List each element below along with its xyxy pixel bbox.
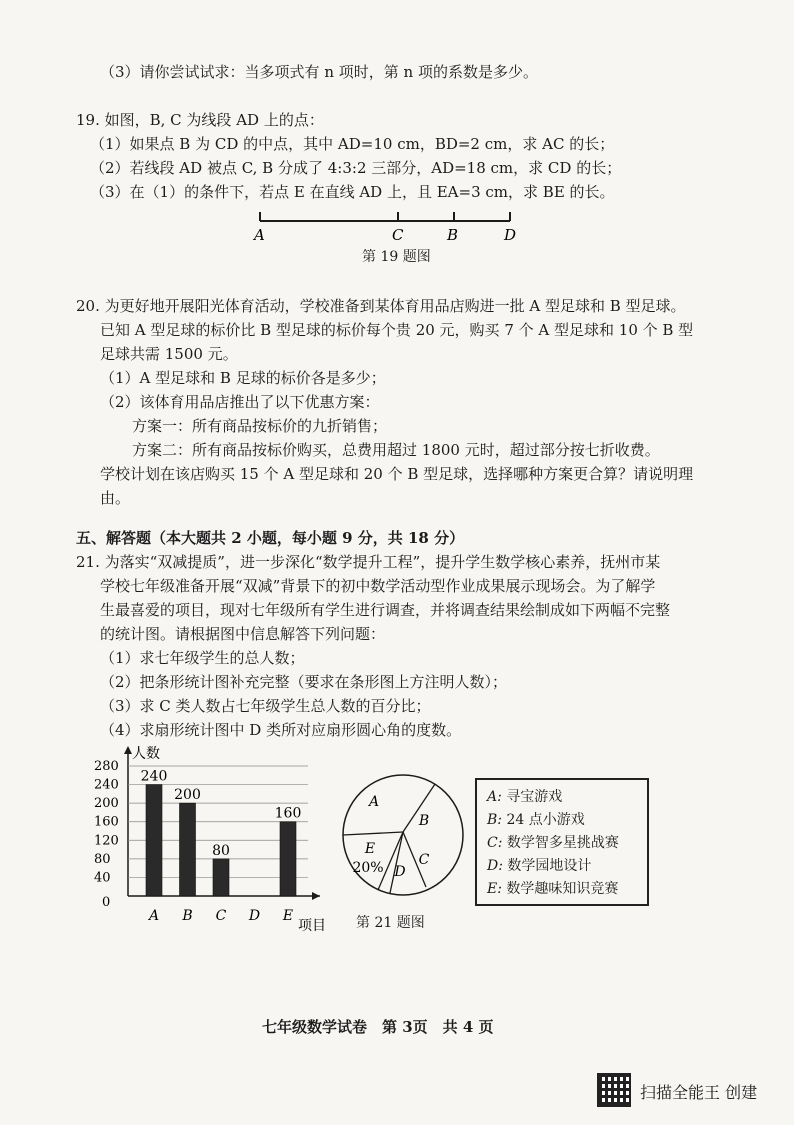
x-tick-label: A: [148, 908, 160, 924]
pie-slice-label-b: B: [418, 813, 430, 829]
q20-line2: 已知 A 型足球的标价比 B 型足球的标价每个贵 20 元，购买 7 个 A 型足球和 10 个 B 型: [100, 321, 694, 339]
q21-part3: （3）求 C 类人数占七年级学生总人数的百分比；: [100, 697, 431, 715]
x-tick-label: D: [248, 908, 261, 924]
x-axis-arrow-icon: [312, 892, 320, 900]
point-c-label: C: [392, 226, 404, 244]
y-tick-label: 40: [94, 870, 111, 886]
legend-item-a: [487, 788, 562, 806]
q20-plan1: 方案一：所有商品按标价的九折销售；: [132, 417, 388, 435]
point-b-label: B: [447, 226, 459, 244]
legend-item-c: [487, 834, 619, 852]
q19-part1: （1）如果点 B 为 CD 的中点，其中 AD=10 cm，BD=2 cm，求 AC 的长；: [90, 135, 615, 153]
y-tick-label: 0: [102, 895, 111, 910]
pie-slice-label-d: D: [394, 864, 406, 880]
y-tick-label: 160: [94, 814, 119, 830]
bar-c: [213, 859, 229, 896]
pie-divider: [343, 832, 403, 835]
y-axis-title: 人数: [132, 746, 160, 762]
y-tick-label: 240: [94, 777, 119, 793]
q20-line1: 20. 为更好地开展阳光体育活动，学校准备到某体育用品店购进一批 A 型足球和 B 型足球。: [76, 297, 686, 315]
q20-plan2: 方案二：所有商品按标价购买，总费用超过 1800 元时，超过部分按七折收费。: [132, 441, 660, 459]
pie-legend: [475, 778, 649, 906]
bar-chart: [88, 744, 340, 934]
section5-heading: 五、解答题（本大题共 2 小题，每小题 9 分，共 18 分）: [76, 529, 465, 547]
q20-part2: （2）该体育用品店推出了以下优惠方案：: [100, 393, 380, 411]
pie-percent-label-e: 20%: [352, 860, 384, 876]
q21-part2: （2）把条形统计图补充完整（要求在条形图上方注明人数）；: [100, 673, 508, 691]
x-axis-title: 项目: [298, 918, 326, 934]
pie-divider: [390, 832, 406, 893]
y-axis-arrow-icon: [124, 746, 132, 754]
legend-text-d: 数学园地设计: [507, 858, 592, 874]
bar-e: [280, 822, 296, 896]
legend-key-b: B:: [487, 812, 503, 828]
q19-part3: （3）在（1）的条件下，若点 E 在直线 AD 上，且 EA=3 cm，求 BE 的长。: [90, 183, 615, 201]
legend-key-c: C:: [487, 835, 503, 851]
y-tick-label: 200: [94, 796, 119, 812]
legend-item-b: [487, 811, 585, 829]
bar-data-label: 160: [274, 805, 302, 822]
bar-data-label: 80: [212, 842, 230, 859]
bar-data-label: 200: [174, 787, 201, 804]
q21-part1: （1）求七年级学生的总人数；: [100, 649, 305, 667]
q21-part4: （4）求扇形统计图中 D 类所对应扇形圆心角的度数。: [100, 721, 462, 739]
x-tick-label: C: [215, 908, 227, 924]
legend-key-a: A:: [487, 789, 502, 805]
bar-a: [146, 785, 162, 896]
point-a-label: A: [254, 226, 265, 244]
x-tick-label: E: [282, 908, 294, 924]
point-d-label: D: [504, 226, 517, 244]
qr-code-icon: [597, 1073, 631, 1107]
q20-line4: 学校计划在该店购买 15 个 A 型足球和 20 个 B 型足球，选择哪种方案更合算？请说明理: [100, 465, 694, 483]
q20-line5: 由。: [100, 489, 131, 507]
y-tick-label: 120: [94, 833, 119, 849]
q20-line3: 足球共需 1500 元。: [100, 345, 238, 363]
q19-caption: 第 19 题图: [362, 249, 431, 265]
y-tick-label: 80: [94, 851, 111, 867]
page-footer: 七年级数学试卷 第 3页 共 4 页: [262, 1018, 494, 1036]
legend-key-e: E:: [487, 881, 502, 897]
legend-text-b: 24 点小游戏: [506, 812, 585, 828]
legend-text-e: 数学趣味知识竞赛: [506, 881, 619, 897]
legend-text-a: 寻宝游戏: [506, 789, 563, 805]
legend-key-d: D:: [487, 858, 503, 874]
bar-b: [180, 803, 196, 896]
x-tick-label: B: [182, 908, 193, 924]
legend-item-d: [487, 857, 591, 875]
pie-chart: [338, 770, 468, 910]
q19-part2: （2）若线段 AD 被点 C, B 分成了 4:3:2 三部分，AD=18 cm，求 CD 的长；: [90, 159, 622, 177]
q21-line3: 生最喜爱的项目，现对七年级所有学生进行调查，并将调查结果绘制成如下两幅不完整: [100, 601, 671, 619]
y-tick-label: 280: [94, 759, 119, 774]
q18-part3: （3）请你尝试试求：当多项式有 n 项时，第 n 项的系数是多少。: [100, 63, 538, 81]
q19-stem: 19. 如图，B, C 为线段 AD 上的点：: [76, 111, 324, 129]
q21-line1: 21. 为落实“双减提质”，进一步深化“数学提升工程”，提升学生数学核心素养，抚州市某: [76, 553, 661, 571]
scanner-watermark: 扫描全能王 创建: [640, 1083, 758, 1102]
pie-slice-label-c: C: [418, 852, 430, 868]
q20-part1: （1）A 型足球和 B 足球的标价各是多少；: [100, 369, 386, 387]
q21-line2: 学校七年级准备开展“双减”背景下的初中数学活动型作业成果展示现场会。为了解学: [100, 577, 656, 595]
bar-data-label: 240: [140, 768, 168, 785]
q21-line4: 的统计图。请根据图中信息解答下列问题：: [100, 625, 386, 643]
legend-item-e: [487, 880, 618, 898]
pie-slice-label-e: E: [364, 841, 376, 857]
q21-caption: 第 21 题图: [356, 915, 425, 931]
pie-slice-label-a: A: [368, 794, 380, 810]
legend-text-c: 数学智多星挑战赛: [506, 835, 619, 851]
q19-segment-figure: [240, 202, 540, 246]
